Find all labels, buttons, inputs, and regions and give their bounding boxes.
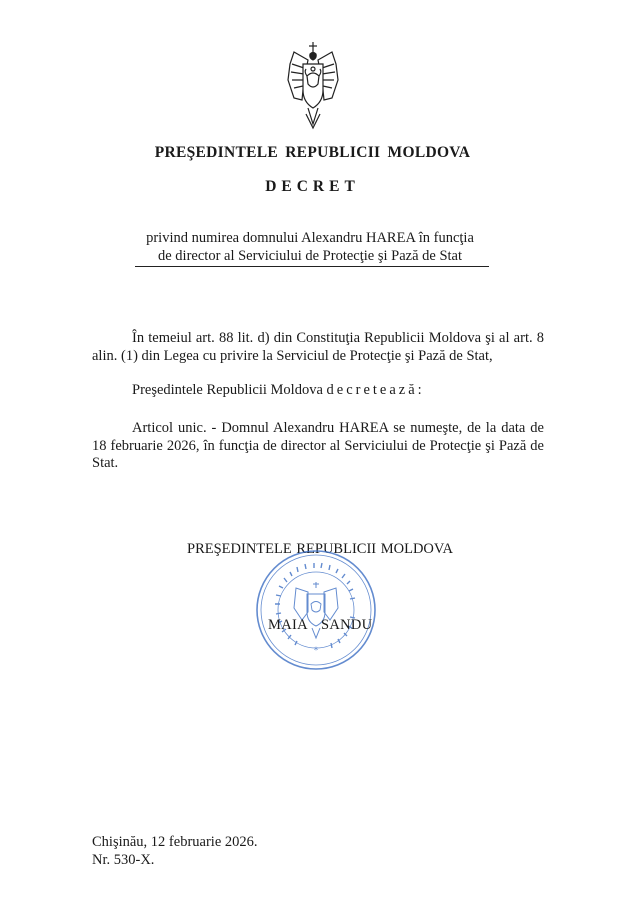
article-text: Articol unic. - Domnul Alexandru HAREA se numeşte, de la data de 18 februarie 2026, în funcţia de director al Serviciului de Protecţie şi Pază de Stat. [92,420,544,471]
moldova-coat-of-arms-icon [284,40,342,132]
place-and-date: Chişinău, 12 februarie 2026. [92,834,258,850]
article-paragraph [92,420,544,473]
decree-clause [92,382,544,400]
preamble-text: În temeiul art. 88 lit. d) din Constituţia Republicii Moldova şi al art. 8 alin. (1) din Legea cu privire la Serviciul de Protecţie şi Pază de Stat, [92,330,544,364]
preamble-paragraph [92,330,544,365]
signatory-name: MAIA SANDU [268,617,373,633]
decree-verb: decretează: [326,382,425,398]
signatory-title: PREŞEDINTELE REPUBLICII MOLDOVA [187,541,453,557]
svg-text:*: * [313,646,319,656]
official-seal-stamp [254,548,378,672]
decree-subject-text: Preşedintele Republicii Moldova [132,382,323,398]
decree-number: Nr. 530-X. [92,852,155,868]
decree-subject [130,229,490,265]
document-type: DECRET [265,178,360,195]
issuer-title: PREŞEDINTELE REPUBLICII MOLDOVA [154,144,471,161]
subject-line-2: de director al Serviciului de Protecţie şi Pază de Stat [158,248,462,264]
subject-line-1: privind numirea domnului Alexandru HAREA în funcţia [146,230,474,246]
subject-underline [135,266,489,267]
